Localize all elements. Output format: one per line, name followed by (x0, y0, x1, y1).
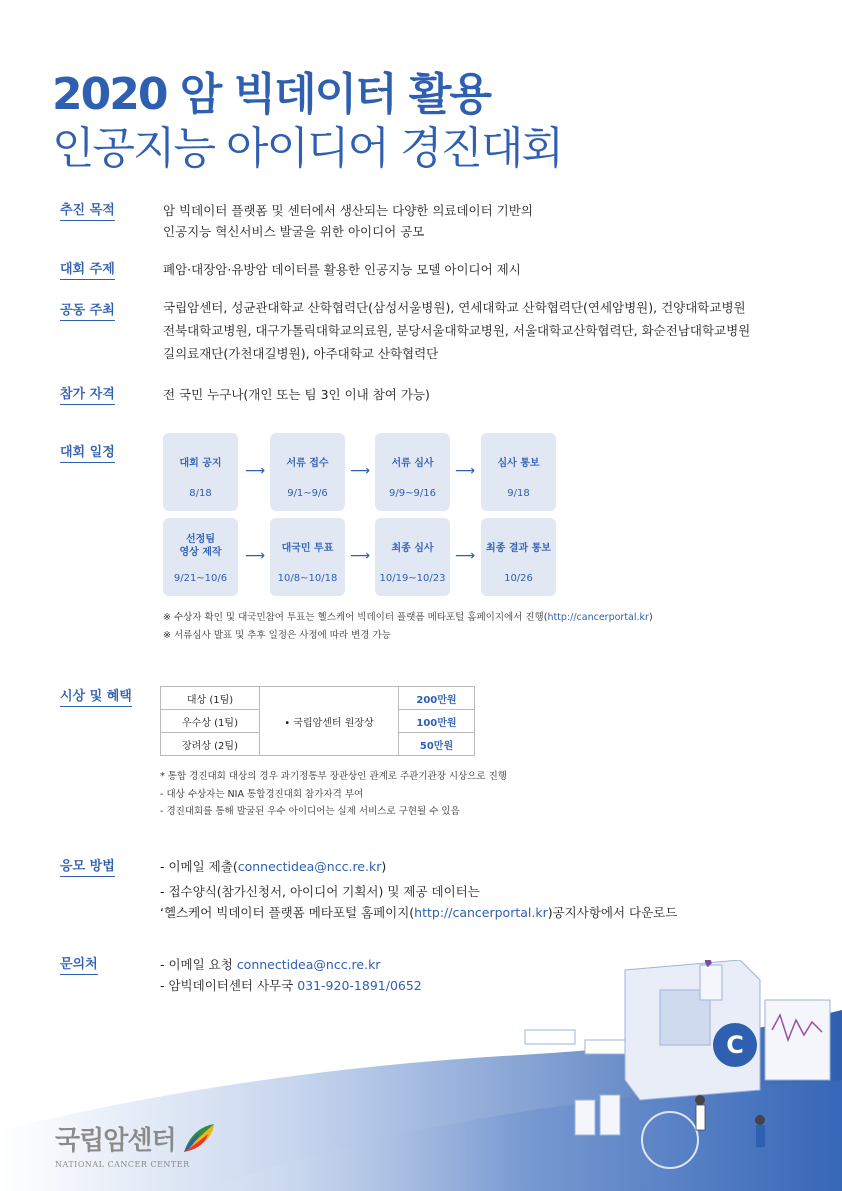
hosts-line: 전북대학교병원, 대구가톨릭대학교의료원, 분당서울대학교병원, 서울대학교산학협력단, 화순전남대학교병원 (163, 323, 751, 338)
schedule-step (375, 518, 450, 596)
prize-note: - 대상 수상자는 NIA 통합경진대회 참가자격 부여 (160, 789, 364, 800)
hosts-text (163, 296, 750, 365)
step-title: 서류 심사 (391, 458, 434, 469)
step-title: 대회 공지 (179, 458, 222, 469)
title-line1: 2020 암 빅데이터 활용 (52, 69, 490, 120)
step-date: 10/26 (504, 573, 533, 584)
step-date: 9/21~10/6 (173, 573, 228, 584)
apply-line: - 접수양식(참가신청서, 아이디어 기획서) 및 제공 데이터는 (160, 884, 480, 899)
apply-text-part: ‘헬스케어 빅데이터 플랫폼 메타포털 홈페이지( (160, 905, 415, 920)
schedule-step (163, 518, 238, 596)
schedule-step (270, 518, 345, 596)
arrow-right-icon: ⟶ (350, 463, 371, 479)
apply-label: 응모 방법 (60, 859, 115, 877)
step-title: 서류 접수 (286, 458, 329, 469)
step-title: 대국민 투표 (281, 543, 334, 554)
theme-label: 대회 주제 (60, 262, 115, 280)
email-link[interactable]: connectidea@ncc.re.kr (236, 957, 381, 972)
award-cell: 대상 (1팀) (161, 687, 260, 710)
schedule-step (270, 433, 345, 511)
presenter-cell: • 국립암센터 원장상 (260, 687, 399, 756)
ncc-logo (55, 1118, 218, 1169)
prize-note: - 경진대회를 통해 발굴된 우수 아이디어는 실제 서비스로 구현될 수 있음 (160, 806, 460, 817)
step-title: 최종 결과 통보 (486, 543, 551, 554)
portal-link[interactable]: http://cancerportal.kr (414, 905, 548, 920)
schedule-step (375, 433, 450, 511)
purpose-label: 추진 목적 (60, 203, 115, 221)
schedule-step (481, 518, 556, 596)
schedule-flow (163, 433, 563, 598)
logo-emblem-icon (178, 1118, 218, 1158)
schedule-step (163, 433, 238, 511)
step-date: 9/18 (507, 488, 530, 499)
prize-table (160, 686, 475, 756)
arrow-right-icon: ⟶ (245, 548, 266, 564)
step-date: 8/18 (189, 488, 212, 499)
award-cell: 장려상 (2팀) (161, 733, 260, 756)
hosts-line: 국립암센터, 성균관대학교 산학협력단(삼성서울병원), 연세대학교 산학협력단(연세암병원), 건양대학교병원 (163, 300, 746, 315)
theme-text: 폐암·대장암·유방암 데이터를 활용한 인공지능 모델 아이디어 제시 (163, 262, 521, 277)
purpose-text (163, 200, 533, 242)
step-date: 9/1~9/6 (287, 488, 328, 499)
purpose-line: 암 빅데이터 플랫폼 및 센터에서 생산되는 다양한 의료데이터 기반의 (163, 203, 533, 218)
prize-note: * 통합 경진대회 대상의 경우 과기정통부 장관상인 관계로 주관기관장 시상으로 진행 (160, 771, 507, 782)
contact-text-part: - 암빅데이터센터 사무국 (160, 978, 298, 993)
amount-cell: 100만원 (399, 710, 475, 733)
arrow-right-icon: ⟶ (455, 463, 476, 479)
contact-label: 문의처 (60, 957, 98, 975)
purpose-line: 인공지능 혁신서비스 발굴을 위한 아이디어 공모 (163, 224, 425, 239)
arrow-right-icon: ⟶ (245, 463, 266, 479)
step-date: 9/9~9/16 (389, 488, 436, 499)
logo-text-en: NATIONAL CANCER CENTER (55, 1160, 190, 1169)
step-date: 10/19~10/23 (379, 573, 446, 584)
step-title: 선정팀 영상 제작 (179, 534, 222, 558)
schedule-note: ※ 서류심사 발표 및 추후 일정은 사정에 따라 변경 가능 (163, 630, 391, 641)
hosts-line: 길의료재단(가천대길병원), 아주대학교 산학협력단 (163, 346, 439, 361)
phone-link[interactable]: 031-920-1891/0652 (297, 978, 422, 993)
apply-text-part: - 이메일 제출( (160, 859, 238, 874)
prizes-label: 시상 및 혜택 (60, 689, 132, 707)
step-title: 심사 통보 (497, 458, 540, 469)
portal-link[interactable]: http://cancerportal.kr (547, 612, 649, 623)
hosts-label: 공동 주최 (60, 303, 115, 321)
award-cell: 우수상 (1팀) (161, 710, 260, 733)
apply-text-part: )공지사항에서 다운로드 (547, 905, 678, 920)
schedule-label: 대회 일정 (60, 445, 115, 463)
logo-text-kr: 국립암센터 (55, 1125, 176, 1156)
amount-cell: 200만원 (399, 687, 475, 710)
email-link[interactable]: connectidea@ncc.re.kr (237, 859, 382, 874)
step-title: 최종 심사 (391, 543, 434, 554)
contact-text-part: - 이메일 요청 (160, 957, 237, 972)
step-date: 10/8~10/18 (277, 573, 338, 584)
arrow-right-icon: ⟶ (455, 548, 476, 564)
apply-text (160, 856, 677, 923)
note-text: ※ 수상자 확인 및 대국민참여 투표는 헬스케어 빅데이터 플랫폼 메타포털 홈페이지에서 진행( (163, 612, 548, 623)
table-row (161, 687, 475, 710)
title-line2: 인공지능 아이디어 경진대회 (52, 123, 563, 174)
note-text: ) (648, 612, 653, 623)
eligibility-text: 전 국민 누구나(개인 또는 팀 3인 이내 참여 가능) (163, 387, 430, 402)
amount-cell: 50만원 (399, 733, 475, 756)
apply-text-part: ) (381, 859, 387, 874)
arrow-right-icon: ⟶ (350, 548, 371, 564)
schedule-note (163, 609, 653, 623)
eligibility-label: 참가 자격 (60, 387, 115, 405)
schedule-step (481, 433, 556, 511)
svg-text:C: C (726, 1031, 744, 1059)
